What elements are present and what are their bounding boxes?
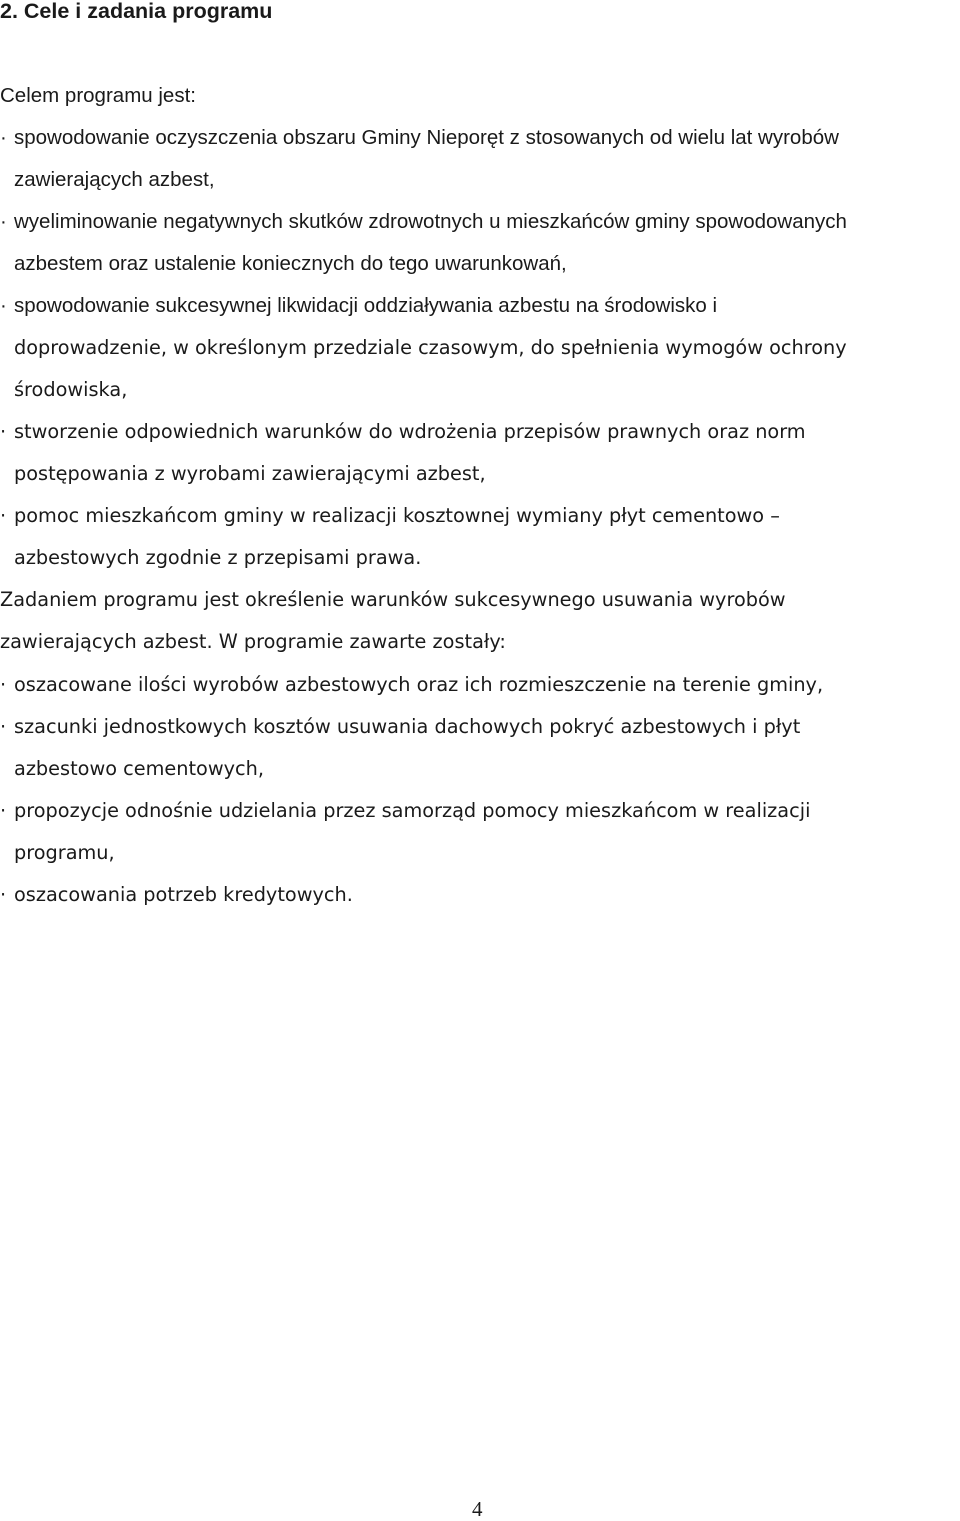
list-item-continuation: zawierających azbest, bbox=[14, 168, 215, 191]
bullet-marker: · bbox=[0, 799, 7, 822]
list-item: · propozycje odnośnie udzielania przez samorząd pomocy mieszkańcom w realizacji bbox=[0, 799, 811, 822]
list-item: · wyeliminowanie negatywnych skutków zdrowotnych u mieszkańców gminy spowodowanych bbox=[0, 210, 847, 233]
bullet-marker: · bbox=[0, 883, 7, 906]
bullet-marker: · bbox=[0, 420, 7, 443]
bullet-marker: · bbox=[0, 210, 7, 233]
list-item-continuation: azbestowych zgodnie z przepisami prawa. bbox=[14, 546, 422, 569]
bullet-marker: · bbox=[0, 715, 7, 738]
list-item-continuation: azbestem oraz ustalenie koniecznych do tego uwarunkowań, bbox=[14, 252, 567, 275]
page-number: 4 bbox=[472, 1497, 483, 1521]
section-heading: 2. Cele i zadania programu bbox=[0, 0, 273, 23]
task-paragraph-line: Zadaniem programu jest określenie warunków sukcesywnego usuwania wyrobów bbox=[0, 588, 786, 611]
list-item: · szacunki jednostkowych kosztów usuwania dachowych pokryć azbestowych i płyt bbox=[0, 715, 801, 738]
list-item-continuation: środowiska, bbox=[14, 378, 128, 401]
list-item: · spowodowanie sukcesywnej likwidacji oddziaływania azbestu na środowisko i bbox=[0, 294, 718, 317]
bullet-marker: · bbox=[0, 673, 7, 696]
bullet-marker: · bbox=[0, 294, 7, 317]
bullet-marker: · bbox=[0, 504, 7, 527]
list-item-continuation: postępowania z wyrobami zawierającymi azbest, bbox=[14, 462, 486, 485]
list-item: · oszacowania potrzeb kredytowych. bbox=[0, 883, 353, 906]
bullet-marker: · bbox=[0, 126, 7, 149]
list-item: · stworzenie odpowiednich warunków do wdrożenia przepisów prawnych oraz norm bbox=[0, 420, 806, 443]
list-item-continuation: azbestowo cementowych, bbox=[14, 757, 264, 780]
intro-text: Celem programu jest: bbox=[0, 84, 196, 107]
list-item: · spowodowanie oczyszczenia obszaru Gminy Nieporęt z stosowanych od wielu lat wyrobów bbox=[0, 126, 839, 149]
list-item: · pomoc mieszkańcom gminy w realizacji kosztownej wymiany płyt cementowo – bbox=[0, 504, 780, 527]
list-item: · oszacowane ilości wyrobów azbestowych oraz ich rozmieszczenie na terenie gminy, bbox=[0, 673, 824, 696]
list-item-continuation: programu, bbox=[14, 841, 115, 864]
list-item-continuation: doprowadzenie, w określonym przedziale czasowym, do spełnienia wymogów ochrony bbox=[14, 336, 847, 359]
task-paragraph-line: zawierających azbest. W programie zawarte zostały: bbox=[0, 630, 506, 653]
